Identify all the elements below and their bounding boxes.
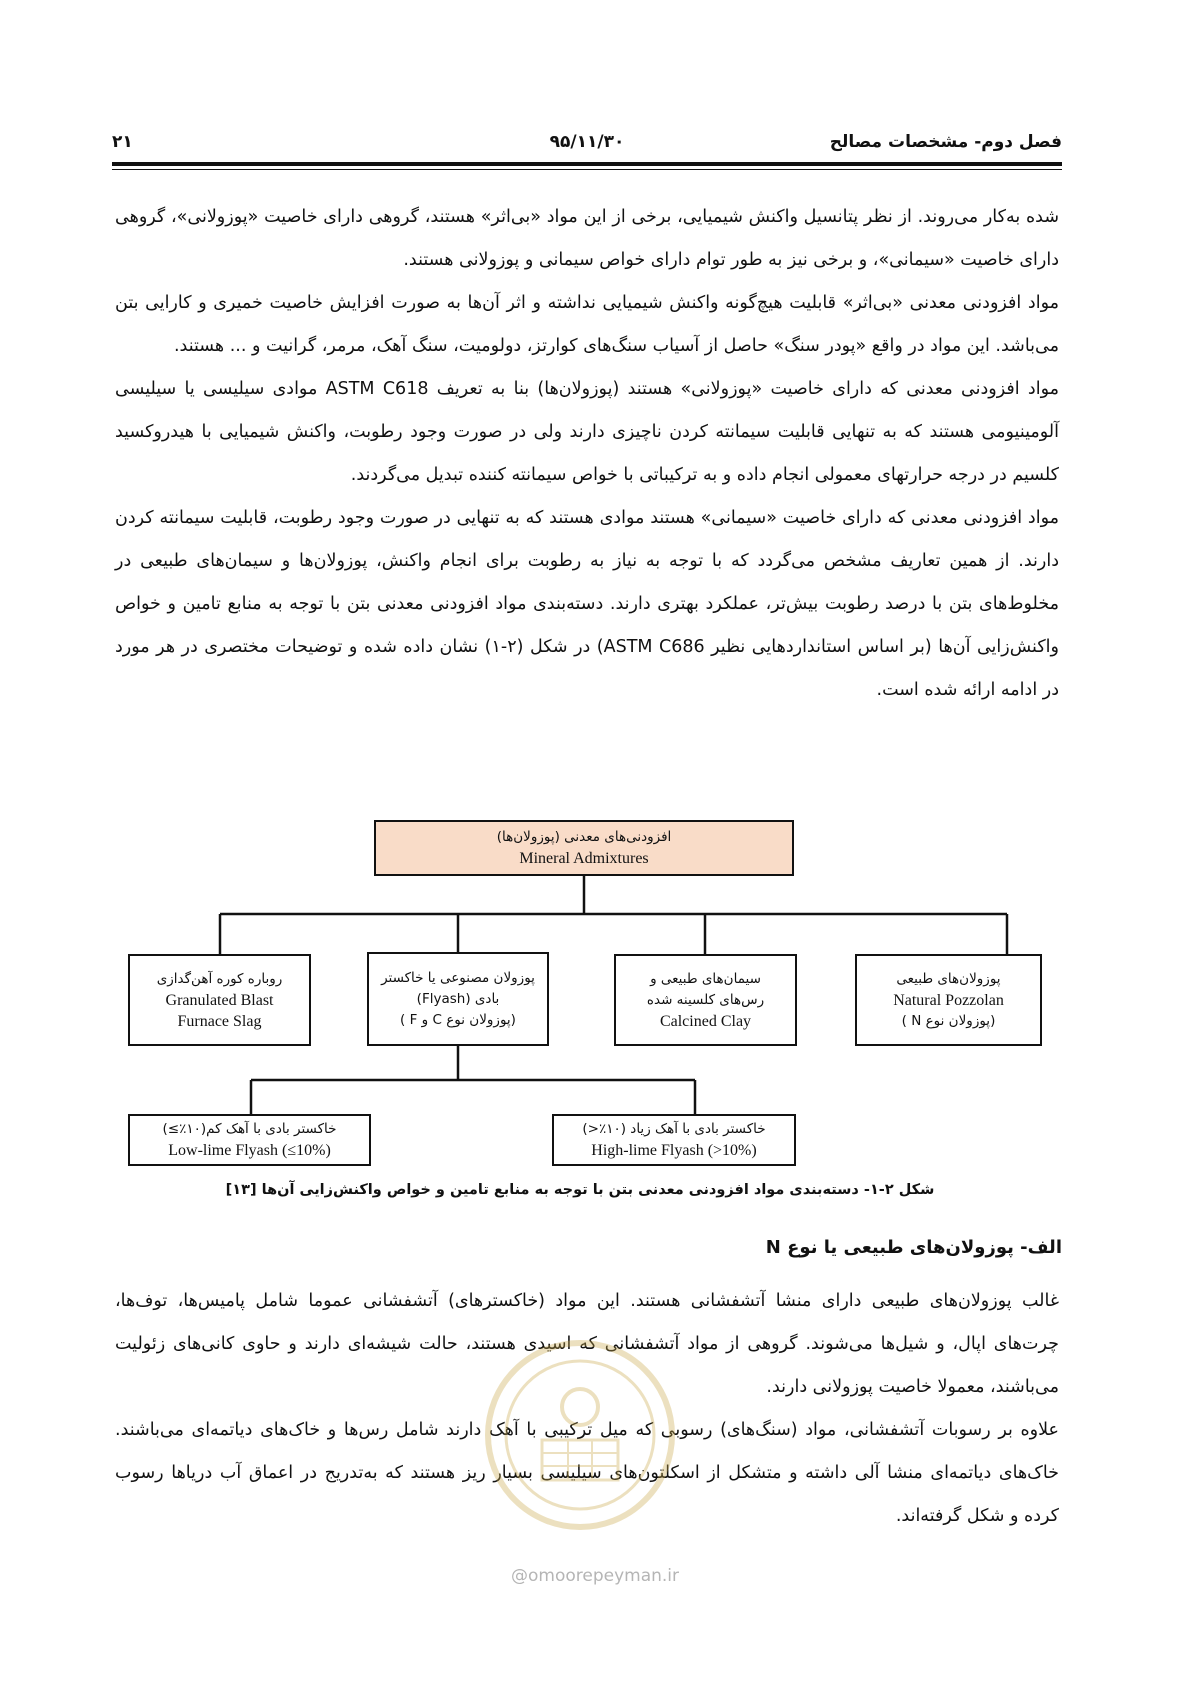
footer-watermark-text: @omoorepeyman.ir bbox=[510, 1566, 680, 1586]
paragraph: غالب پوزولان‌های طبیعی دارای منشا آتشفشانی هستند. این مواد (خاکسترهای) آتشفشانی عموما شامل پامیس‌ها، توف‌ها، چرت‌های اپال، و شیل‌ها می‌شوند. گروهی از مواد آتشفشانی که اسیدی هستند، حالت شیشه‌ای دارند و حاوی کانی‌های زئولیت می‌باشند، معمولا خاصیت پوزولانی دارند. bbox=[115, 1291, 1059, 1397]
box-natural-pozzolan bbox=[855, 954, 1042, 1046]
box-label-en: Furnace Slag bbox=[177, 1012, 262, 1030]
box-label-fa: بادی (Flyash) bbox=[416, 990, 500, 1007]
box-label-en: Natural Pozzolan bbox=[893, 991, 1004, 1009]
page-header bbox=[112, 128, 1062, 158]
paragraph: علاوه بر رسوبات آتشفشانی، مواد (سنگ‌های) رسوبی که میل ترکیبی با آهک دارند شامل رس‌ها و خاک‌های دیاتمه‌ای می‌باشند. خاک‌های دیاتمه‌ای منشا آلی داشته و متشکل از اسکلتون‌های سیلیسی بسیار ریز هستند که به‌تدریج در اعماق آب دریاها رسوب کرده و شکل گرفته‌اند. bbox=[115, 1420, 1059, 1526]
section-title: الف- پوزولان‌های طبیعی یا نوع N bbox=[765, 1237, 1062, 1258]
header-rule-thin bbox=[112, 169, 1062, 170]
box-label-fa: خاکستر بادی با آهک کم(۱۰٪≥) bbox=[162, 1121, 337, 1137]
box-label-fa: افزودنی‌های معدنی (پوزولان‌ها) bbox=[496, 829, 672, 845]
box-calcined-clay bbox=[614, 954, 797, 1046]
watermark-seal-icon bbox=[480, 1335, 680, 1535]
box-label-fa: (پوزولان نوع C و F ) bbox=[400, 1011, 516, 1028]
box-low-lime-flyash bbox=[128, 1114, 371, 1166]
box-label-fa: رس‌های کلسینه شده bbox=[646, 991, 765, 1008]
paragraph: مواد افزودنی معدنی «بی‌اثر» قابلیت هیچ‌گونه واکنش شیمیایی نداشته و اثر آن‌ها به صورت افزایش خاصیت خمیری و کارایی بتن می‌باشد. این مواد در واقع «پودر سنگ» حاصل از آسیاب سنگ‌های کوارتز، دولومیت، سنگ آهک، مرمر، گرانیت و ... هستند. bbox=[115, 293, 1059, 356]
box-label-fa: روباره کوره آهن‌گدازی bbox=[156, 970, 283, 987]
box-label-fa: پوزولان‌های طبیعی bbox=[896, 970, 1001, 987]
body-text-top bbox=[115, 196, 1059, 712]
box-mineral-admixtures bbox=[374, 820, 794, 876]
page-number: ۲۱ bbox=[112, 132, 133, 152]
box-label-fa: (پوزولان نوع N ) bbox=[901, 1012, 996, 1029]
figure-caption: شکل ۲-۱- دسته‌بندی مواد افزودنی معدنی بتن با توجه به منابع تامین و خواص واکنش‌زایی آن‌ها [۱۳] bbox=[225, 1182, 935, 1198]
box-label-fa: پوزولان مصنوعی یا خاکستر bbox=[381, 969, 535, 986]
box-label-en: Calcined Clay bbox=[659, 1012, 752, 1030]
header-date: ۹۵/۱۱/۳۰ bbox=[549, 132, 625, 152]
box-label-en: Mineral Admixtures bbox=[519, 850, 649, 867]
chapter-title: فصل دوم- مشخصات مصالح bbox=[829, 132, 1062, 152]
box-label-fa: سیمان‌های طبیعی و bbox=[650, 970, 761, 987]
box-flyash bbox=[367, 952, 549, 1046]
box-label-en: Low-lime Flyash (≤10%) bbox=[168, 1142, 331, 1159]
paragraph: مواد افزودنی معدنی که دارای خاصیت «سیمانی» هستند موادی هستند که به تنهایی در صورت وجود رطوبت، قابلیت سیمانته کردن دارند. از همین تعاریف مشخص می‌گردد که با توجه به نیاز به رطوبت برای انجام واکنش، پوزولان‌ها و سیمان‌های طبیعی در مخلوط‌های بتن با درصد رطوبت بیش‌تر، عملکرد بهتری دارند. دسته‌بندی مواد افزودنی معدنی بتن با توجه به منابع تامین و خواص واکنش‌زایی آن‌ها (بر اساس استانداردهایی نظیر ASTM C686) در شکل (۲-۱) نشان داده شده و توضیحات مختصری در هر مورد در ادامه ارائه شده است. bbox=[115, 508, 1059, 700]
paragraph: شده به‌کار می‌روند. از نظر پتانسیل واکنش شیمیایی، برخی از این مواد «بی‌اثر» هستند، گروهی دارای خاصیت «پوزولانی»، گروهی دارای خاصیت «سیمانی»، و برخی نیز به طور توام دارای خواص سیمانی و پوزولانی هستند. bbox=[115, 207, 1059, 270]
box-label-en: Granulated Blast bbox=[165, 991, 274, 1009]
header-rule-thick bbox=[112, 162, 1062, 166]
box-high-lime-flyash bbox=[552, 1114, 796, 1166]
box-label-fa: خاکستر بادی با آهک زیاد (۱۰٪<) bbox=[582, 1121, 766, 1137]
box-blast-furnace-slag bbox=[128, 954, 311, 1046]
box-label-en: High-lime Flyash (>10%) bbox=[591, 1142, 757, 1159]
paragraph: مواد افزودنی معدنی که دارای خاصیت «پوزولانی» هستند (پوزولان‌ها) بنا به تعریف ASTM C618 موادی سیلیسی یا سیلیسی آلومینیومی هستند که به تنهایی قابلیت سیمانته کردن ناچیزی دارند ولی در صورت وجود رطوبت، واکنش شیمیایی با هیدروکسید کلسیم در درجه حرارتهای معمولی انجام داده و به ترکیباتی با خواص سیمانته کننده تبدیل می‌گردند. bbox=[115, 379, 1059, 485]
